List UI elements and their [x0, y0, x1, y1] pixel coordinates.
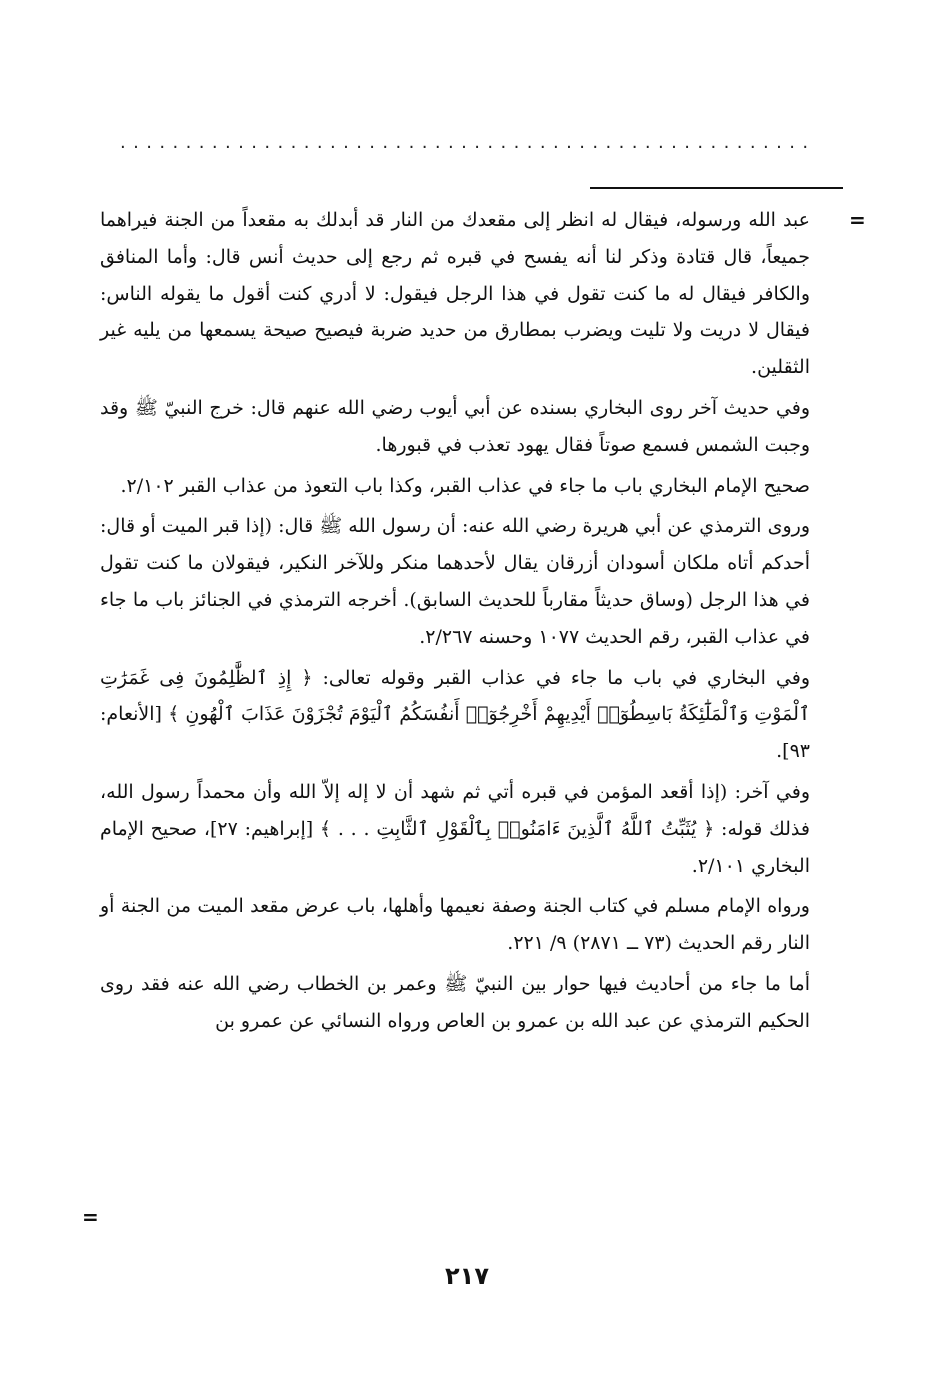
page-number: ٢١٧	[445, 1262, 489, 1290]
footnote-paragraph: وفي آخر: (إذا أقعد المؤمن في قبره أتي ثم شهد أن لا إله إلاّ الله وأن محمداً رسول الله، فذلك قوله: ﴿ يُثَبِّتُ ٱللَّهُ ٱلَّذِينَ ءَامَنُوا۟ بِٱلْقَوْلِ ٱلثَّابِتِ . . . ﴾ [إبراهيم: ٢٧]، صحيح الإمام البخاري ٢/١٠١.	[100, 780, 810, 877]
footnote-separator-rule	[590, 187, 843, 189]
footnote-paragraph: وفي البخاري في باب ما جاء في عذاب القبر وقوله تعالى: ﴿ إِذِ ٱلظَّٰلِمُونَ فِى غَمَرَٰتِ ٱلْمَوْتِ وَٱلْمَلَٰٓئِكَةُ بَاسِطُوٓا۟ أَيْدِيهِمْ أَخْرِجُوٓا۟ أَنفُسَكُمُ ٱلْيَوْمَ تُجْزَوْنَ عَذَابَ ٱلْهُونِ ﴾ [الأنعام: ٩٣].	[100, 666, 810, 763]
footnote-paragraph: وروى الترمذي عن أبي هريرة رضي الله عنه: أن رسول الله ﷺ قال: (إذا قبر الميت أو قال: أحدكم أتاه ملكان أسودان أزرقان يقال لأحدهما منكر وللآخر النكير، فيقولان ما كنت تقول في هذا الرجل (وساق حديثاً مقارباً للحديث السابق). أخرجه الترمذي في الجنائز باب ما جاء في عذاب القبر، رقم الحديث ١٠٧٧ وحسنه ٢/٢٦٧.	[100, 515, 810, 648]
continuation-mark-bottom: =	[82, 1205, 99, 1229]
continuation-mark-top: =	[849, 208, 866, 232]
header-dotted-line: .....................................................	[120, 132, 816, 153]
footnote-paragraph: صحيح الإمام البخاري باب ما جاء في عذاب القبر، وكذا باب التعوذ من عذاب القبر ٢/١٠٢.	[120, 474, 810, 497]
footnote-paragraph: عبد الله ورسوله، فيقال له انظر إلى مقعدك من النار قد أبدلك به مقعداً من الجنة فيراهما جميعاً، قال قتادة وذكر لنا أنه يفسح في قبره ثم رجع إلى حديث أنس قال: وأما المنافق والكافر فيقال له ما كنت تقول في هذا الرجل فيقول: لا أدري كنت أقول ما يقوله الناس: فيقال لا دريت ولا تليت ويضرب بمطارق من حديد ضربة فيصيح صيحة يسمعها من يليه غير الثقلين.	[100, 209, 810, 379]
footnote-paragraph: أما ما جاء من أحاديث فيها حوار بين النبيّ ﷺ وعمر بن الخطاب رضي الله عنه فقد روى الحكيم الترمذي عن عبد الله بن عمرو بن العاص ورواه النسائي عن عمرو بن	[100, 972, 810, 1032]
footnote-text-block	[100, 202, 810, 1044]
footnote-paragraph: وفي حديث آخر روى البخاري بسنده عن أبي أيوب رضي الله عنهم قال: خرج النبيّ ﷺ وقد وجبت الشمس فسمع صوتاً فقال يهود تعذب في قبورها.	[100, 396, 810, 456]
footnote-paragraph: ورواه الإمام مسلم في كتاب الجنة وصفة نعيمها وأهلها، باب عرض مقعد الميت من الجنة أو النار رقم الحديث (٧٣ ــ ٢٨٧١) ٩/ ٢٢١.	[100, 895, 810, 955]
